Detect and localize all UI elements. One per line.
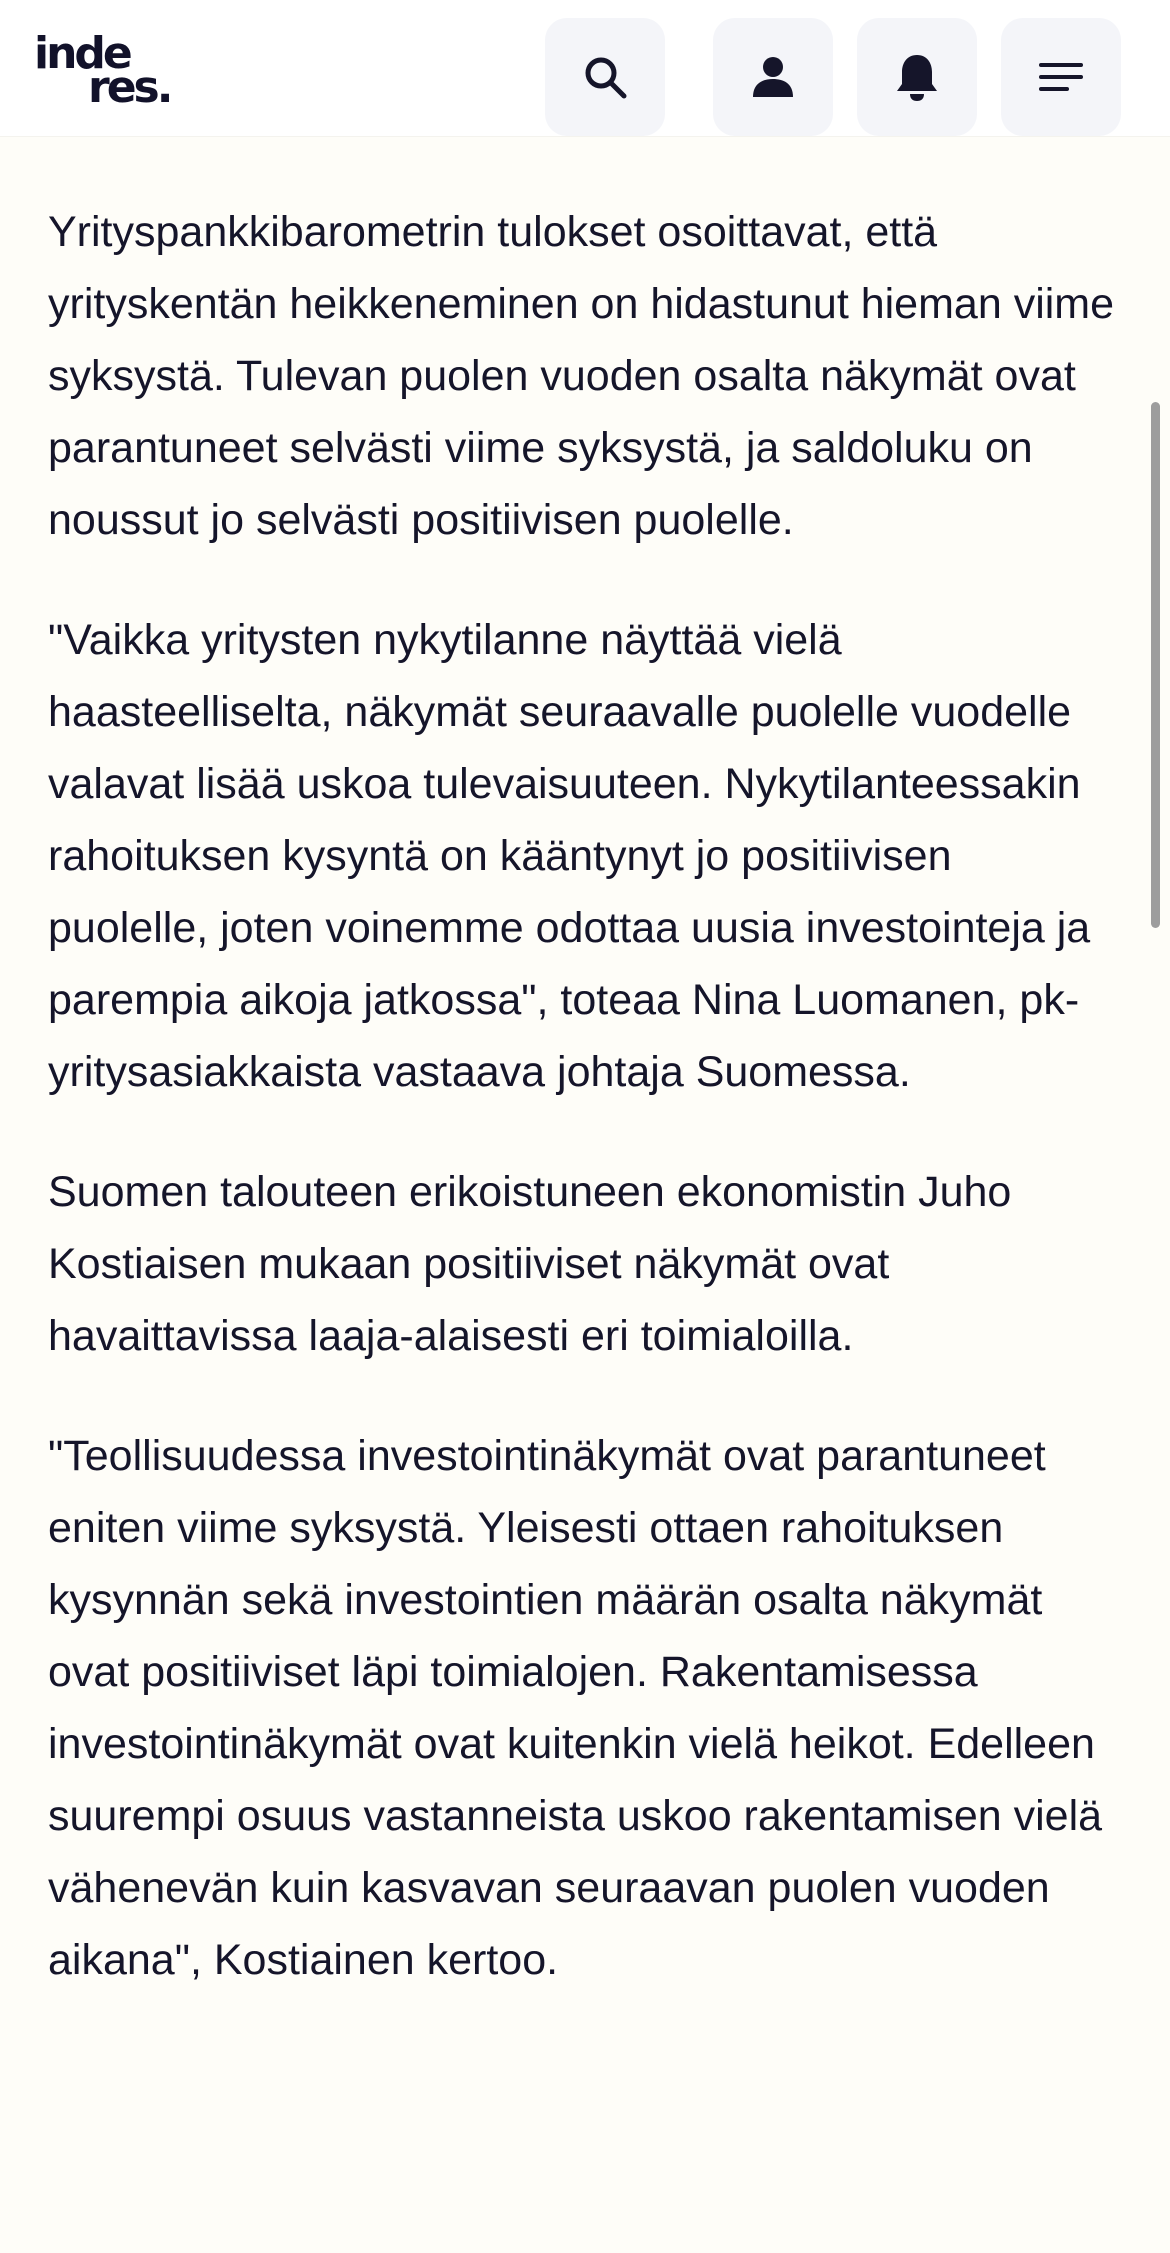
article-paragraph-3: Suomen talouteen erikoistuneen ekonomistin Juho Kostiaisen mukaan positiiviset näkymät ovat havaittavissa laaja-alaisesti eri toimialoilla. bbox=[48, 1168, 1012, 1360]
inderes-logo[interactable] bbox=[34, 28, 174, 113]
logo-line-2: res. bbox=[88, 62, 171, 113]
article-paragraph-1: Yrityspankkibarometrin tulokset osoittavat, että yrityskentän heikkeneminen on hidastunut hieman viime syksystä. Tulevan puolen vuoden osalta näkymät ovat parantuneet selvästi viime syksystä, ja saldoluku on noussut jo selvästi positiivisen puolelle. bbox=[48, 208, 1115, 544]
top-header bbox=[0, 0, 1170, 136]
menu-icon bbox=[1037, 57, 1085, 97]
scrollbar-thumb[interactable] bbox=[1151, 402, 1160, 928]
account-button[interactable] bbox=[713, 18, 833, 136]
search-button[interactable] bbox=[545, 18, 665, 136]
article-body bbox=[48, 196, 1118, 2044]
user-icon bbox=[749, 53, 797, 101]
bell-icon bbox=[893, 51, 941, 103]
notifications-button[interactable] bbox=[857, 18, 977, 136]
article-paragraph-4: "Teollisuudessa investointinäkymät ovat parantuneet eniten viime syksystä. Yleisesti ottaen rahoituksen kysynnän sekä investointien määrän osalta näkymät ovat positiiviset läpi toimialojen. Rakentamisessa investointinäkymät ovat kuitenkin vielä heikot. Edelleen suurempi osuus vastanneista uskoo rakentamisen vielä vähenevän kuin kasvavan seuraavan puolen vuoden aikana", Kostiainen kertoo. bbox=[48, 1432, 1103, 1984]
logo-line-1: inde bbox=[34, 28, 130, 79]
menu-button[interactable] bbox=[1001, 18, 1121, 136]
search-icon bbox=[581, 53, 629, 101]
article-paragraph-2: "Vaikka yritysten nykytilanne näyttää vielä haasteelliselta, näkymät seuraavalle puolelle vuodelle valavat lisää uskoa tulevaisuuteen. Nykytilanteessakin rahoituksen kysyntä on kääntynyt jo positiivisen puolelle, joten voinemme odottaa uusia investointeja ja parempia aikoja jatkossa", toteaa Nina Luomanen, pk-yritysasiakkaista vastaava johtaja Suomessa. bbox=[48, 616, 1091, 1096]
